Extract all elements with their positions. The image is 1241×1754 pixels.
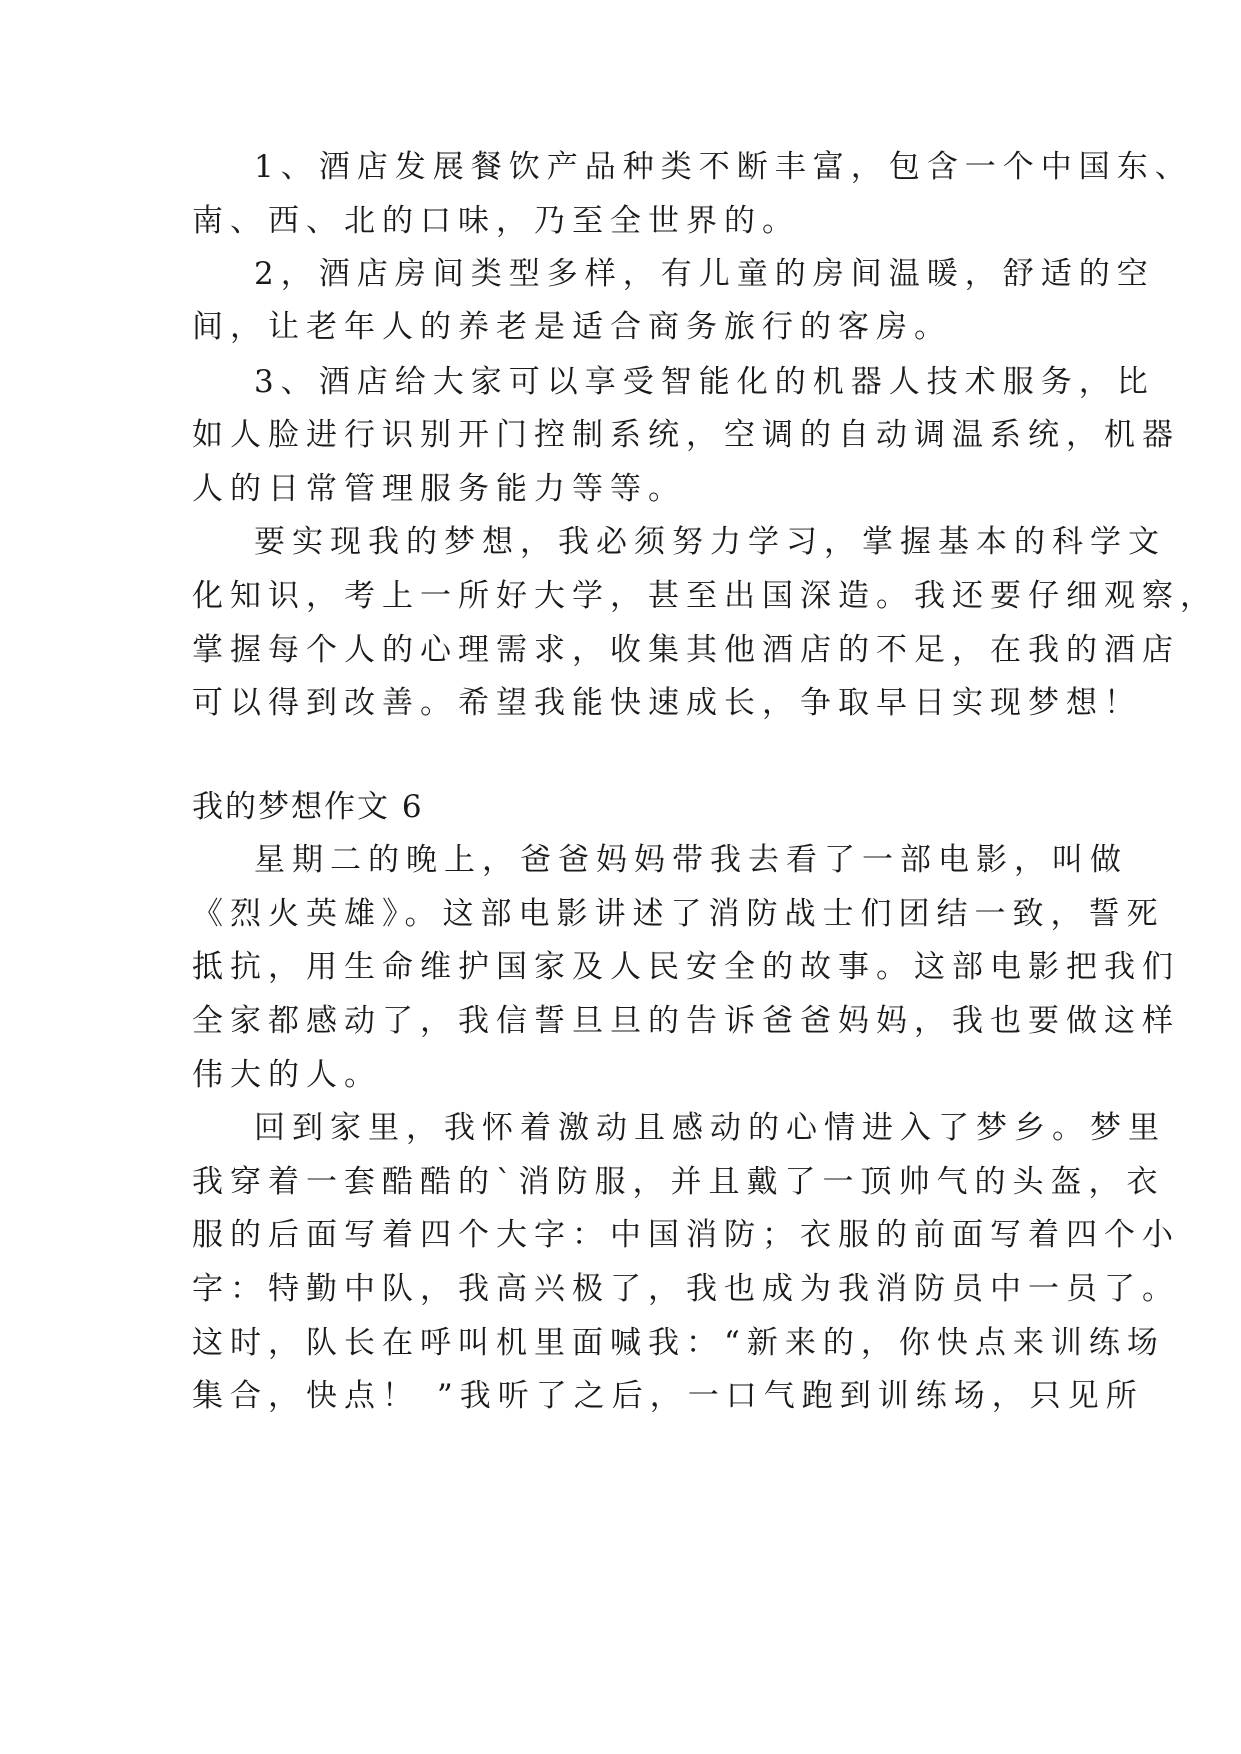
paragraph-line: 间，让老年人的养老是适合商务旅行的客房。 [192, 309, 952, 345]
paragraph-line: 回到家里，我怀着激动且感动的心情进入了梦乡。梦里 [254, 1110, 1166, 1146]
paragraph-line: 全家都感动了，我信誓旦旦的告诉爸爸妈妈，我也要做这样 [192, 1003, 1180, 1039]
paragraph-line: 集合，快点！ ”我听了之后，一口气跑到训练场，只见所 [192, 1378, 1144, 1414]
paragraph-line: 3、酒店给大家可以享受智能化的机器人技术服务，比 [254, 364, 1155, 400]
paragraph-line: 2，酒店房间类型多样，有儿童的房间温暖，舒适的空 [254, 256, 1155, 292]
paragraph-line: 如人脸进行识别开门控制系统，空调的自动调温系统，机器 [192, 417, 1180, 453]
paragraph-line: 掌握每个人的心理需求，收集其他酒店的不足，在我的酒店 [192, 632, 1180, 668]
paragraph-line: 1、酒店发展餐饮产品种类不断丰富，包含一个中国东、 [254, 149, 1193, 185]
paragraph-line: 服的后面写着四个大字：中国消防；衣服的前面写着四个小 [192, 1217, 1180, 1253]
paragraph-line: 抵抗，用生命维护国家及人民安全的故事。这部电影把我们 [192, 949, 1180, 985]
paragraph-line: 化知识，考上一所好大学，甚至出国深造。我还要仔细观察， [192, 578, 1218, 614]
paragraph-line: 字：特勤中队，我高兴极了，我也成为我消防员中一员了。 [192, 1271, 1180, 1307]
section-heading: 我的梦想作文 6 [192, 789, 424, 825]
paragraph-line: 南、西、北的口味，乃至全世界的。 [192, 203, 800, 239]
paragraph-line: 这时，队长在呼叫机里面喊我：“新来的，你快点来训练场 [192, 1325, 1165, 1361]
paragraph-line: 要实现我的梦想，我必须努力学习，掌握基本的科学文 [254, 524, 1166, 560]
paragraph-line: 我穿着一套酷酷的`消防服，并且戴了一顶帅气的头盔，衣 [192, 1164, 1165, 1200]
paragraph-line: 可以得到改善。希望我能快速成长，争取早日实现梦想！ [192, 685, 1142, 721]
paragraph-line: 人的日常管理服务能力等等。 [192, 471, 686, 507]
paragraph-line: 《烈火英雄》。这部电影讲述了消防战士们团结一致，誓死 [192, 896, 1165, 932]
paragraph-line: 星期二的晚上，爸爸妈妈带我去看了一部电影，叫做 [254, 842, 1128, 878]
paragraph-line: 伟大的人。 [192, 1057, 382, 1093]
